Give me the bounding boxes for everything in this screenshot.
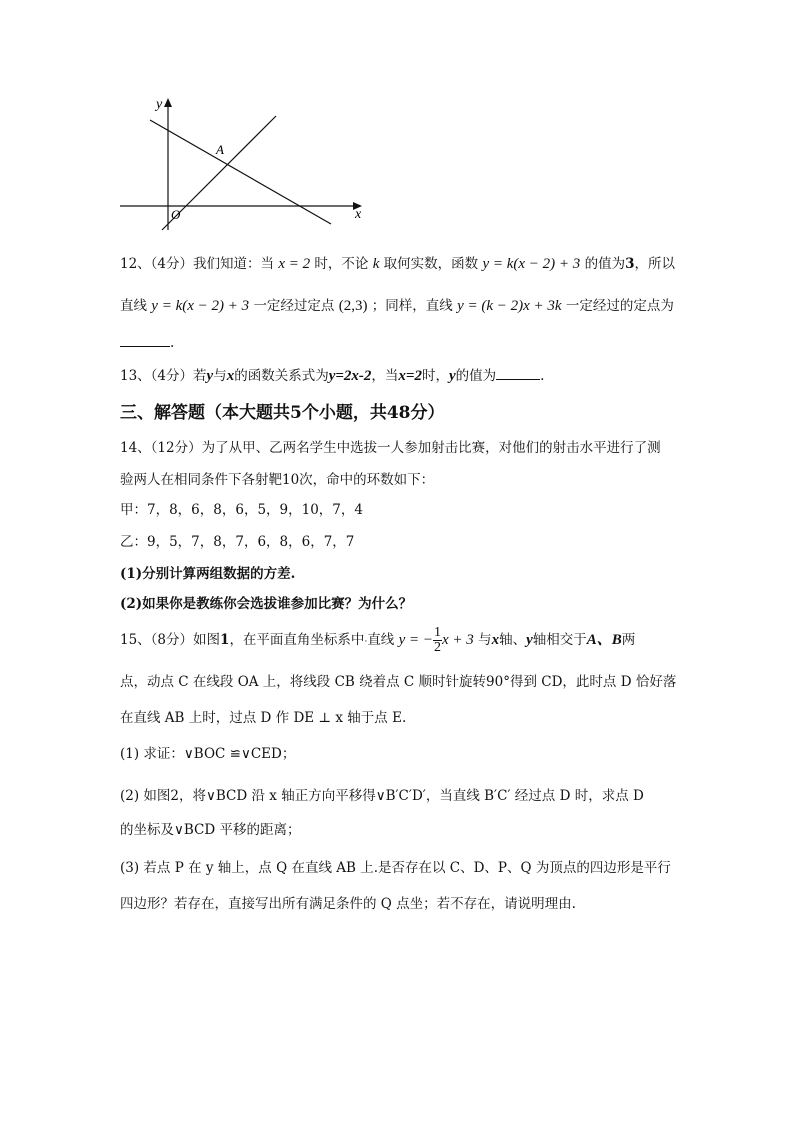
q15-text: 两 xyxy=(621,632,636,648)
q15-math: y = − xyxy=(398,632,434,648)
q14-line-2: 验两人在相同条件下各射靶10次，命中的环数如下： xyxy=(120,472,435,488)
q14-sub-2: (2)如果你是教练你会选拔谁参加比赛？为什么？ xyxy=(120,596,413,612)
q13-text: 与 xyxy=(213,368,227,384)
q15-var: y xyxy=(526,632,533,648)
q14-line-1: 14、（12分）为了从甲、乙两名学生中选拔一人参加射击比赛，对他们的射击水平进行了测 xyxy=(120,440,661,456)
q15-part-1: (1) 求证：∨BOC ≌∨CED； xyxy=(120,746,296,762)
q12-line-2 xyxy=(120,294,674,315)
q12-math: x = 2 xyxy=(278,256,311,272)
q12-line-3 xyxy=(120,334,174,351)
q15-math: x + 3 xyxy=(442,632,474,648)
q14-jia-data: 甲：7，8，6，8，6，5，9，10，7，4 xyxy=(120,502,363,518)
q13-text: 的值为 xyxy=(455,368,497,384)
q12-text: 一定经过定点 xyxy=(253,298,335,314)
q12-math: k xyxy=(372,256,380,272)
q12-line-1 xyxy=(120,252,675,273)
q15-text: 轴相交于 xyxy=(532,632,587,648)
q14-yi-data: 乙：9，5，7，8，7，6，8，6，7，7 xyxy=(120,534,355,550)
q15-part-3-line-1: (3) 若点 P 在 y 轴上，点 Q 在直线 AB 上.是否存在以 C、D、P、Q 为顶点的四边形是平行 xyxy=(120,860,671,876)
q13-text: 时， xyxy=(421,368,449,384)
q12-text: ；同样，直线 xyxy=(371,298,453,314)
q15-line-2: 点，动点 C 在线段 OA 上，将线段 CB 绕着点 C 顺时针旋转90°得到 CD，此时点 D 恰好落 xyxy=(120,674,677,690)
q13-text: . xyxy=(540,368,545,384)
q13-line xyxy=(120,364,544,385)
q12-text: 直线 xyxy=(120,298,147,314)
y-axis-arrow xyxy=(164,98,172,107)
q13-expr: y=2x-2 xyxy=(328,368,372,384)
q15-text: 轴、 xyxy=(499,632,527,648)
q12-text: ，所以 xyxy=(634,256,676,272)
q12-text: 的值为 xyxy=(584,256,626,272)
q13-text: ，当 xyxy=(371,368,399,384)
q13-answer-blank[interactable] xyxy=(496,367,540,380)
fraction-numerator: 1 xyxy=(434,625,442,640)
q13-var: y xyxy=(206,368,214,384)
q12-text: 时，不论 xyxy=(314,256,369,272)
q15-part-2-line-2: 的坐标及∨BCD 平移的距离； xyxy=(120,822,301,838)
q13-text: 13、（4分）若 xyxy=(120,368,207,384)
q15-var: x xyxy=(491,632,500,648)
q15-fraction xyxy=(433,626,442,655)
q14-sub-1: (1)分别计算两组数据的方差. xyxy=(120,566,296,582)
q15-line-1: 15、（8分）如图1，在平面直角坐标系中·直线 y = − $\frac{1}{2}$ x + 3 与x轴、y轴相交于A、B两 xyxy=(120,625,636,655)
q12-math: (2,3) xyxy=(338,298,368,314)
x-axis-label: x xyxy=(355,207,362,222)
q15-text: 与 xyxy=(478,632,492,648)
q15-part-2-line-1: (2) 如图2，将∨BCD 沿 x 轴正方向平移得∨B′C′D′，当直线 B′C′ 经过点 D 时，求点 D xyxy=(120,788,644,804)
point-a-label: A xyxy=(216,142,224,157)
q13-expr: x=2 xyxy=(398,368,422,384)
q15-line-3: 在直线 AB 上时，过点 D 作 DE ⊥ x 轴于点 E. xyxy=(120,710,407,726)
section-3-heading: 三、解答题（本大题共5个小题，共48分） xyxy=(120,403,445,423)
q12-math: y = (k − 2)x + 3k xyxy=(457,298,562,314)
q15-text: ，在平面直角坐标系中 xyxy=(229,632,365,648)
q12-math: y = k(x − 2) + 3 xyxy=(151,298,250,314)
q12-text: 取何实数，函数 xyxy=(383,256,479,272)
q13-text: 的函数关系式为 xyxy=(234,368,329,384)
q12-text: 一定经过的定点为 xyxy=(565,298,674,314)
q12-text: 12、（4分）我们知道：当 xyxy=(120,256,275,272)
coordinate-figure xyxy=(116,92,372,234)
q15-text: 直线 xyxy=(367,632,395,648)
y-axis-label: y xyxy=(156,97,163,112)
q12-math: y = k(x − 2) + 3 xyxy=(482,256,581,272)
q15-text: 15、（8分）如图 xyxy=(120,632,221,648)
q13-var: y xyxy=(448,368,456,384)
fraction-denominator: 2 xyxy=(434,640,442,655)
q15-part-3-line-2: 四边形？若存在，直接写出所有满足条件的 Q 点坐；若不存在，请说明理由. xyxy=(120,896,576,912)
origin-label: O xyxy=(171,207,181,222)
q13-var: x xyxy=(226,368,235,384)
q15-fig-ref: 1 xyxy=(220,632,230,648)
q12-answer-blank[interactable] xyxy=(120,334,170,347)
q12-value: 3 xyxy=(625,256,635,272)
q12-text: . xyxy=(170,335,175,351)
q15-points: A、B xyxy=(586,632,622,648)
